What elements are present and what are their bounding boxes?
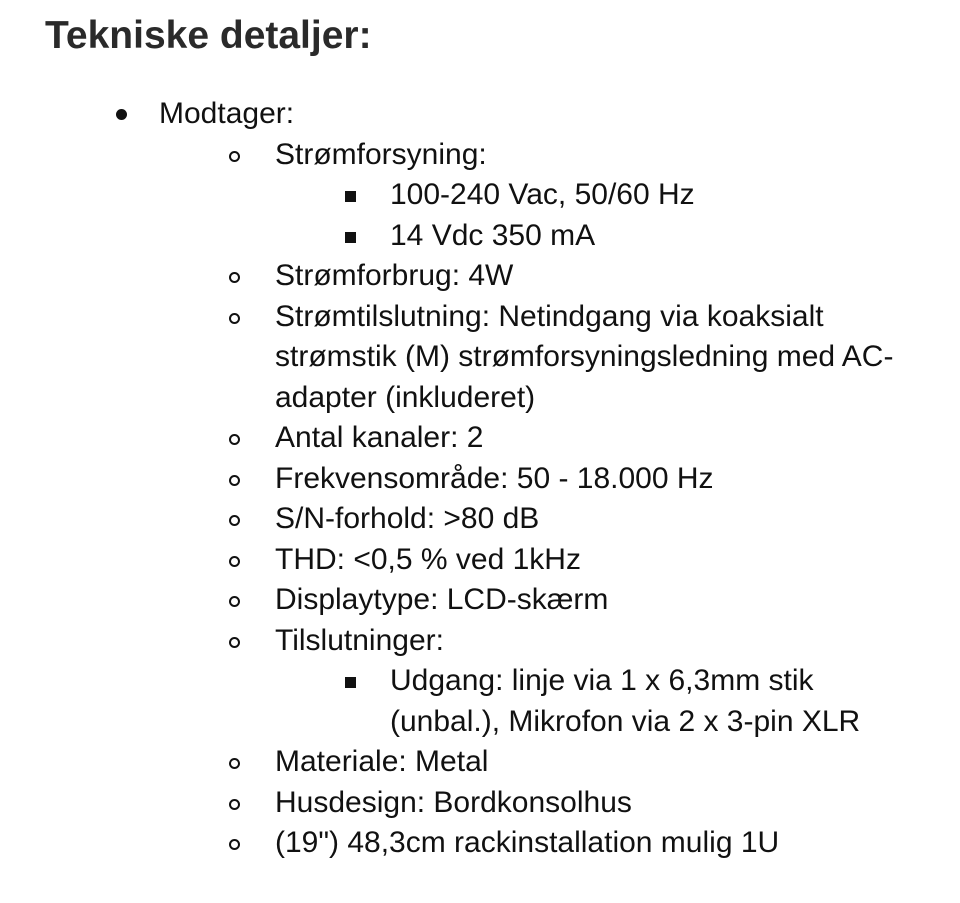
circle-bullet-icon [229,839,240,850]
square-bullet-icon [345,191,356,202]
list-item-connections [0,621,960,743]
list-item-thd [0,540,960,581]
list-item [0,216,960,257]
page-title: Tekniske detaljer: [45,14,372,57]
list-item-power-connection [0,297,960,419]
circle-bullet-icon [229,758,240,769]
disc-bullet-icon [116,109,127,120]
spec-text: Strømforsyning: [275,137,487,171]
spec-text: Strømforbrug: 4W [275,259,514,292]
circle-bullet-icon [229,272,240,283]
list-item-channels [0,418,960,459]
square-bullet-icon [345,677,356,688]
circle-bullet-icon [229,151,240,162]
list-item-display [0,580,960,621]
spec-list [0,94,960,864]
list-item-receiver [0,94,960,864]
list-item [0,661,960,742]
circle-bullet-icon [229,515,240,526]
list-item [0,175,960,216]
circle-bullet-icon [229,799,240,810]
circle-bullet-icon [229,637,240,648]
list-item-rack [0,823,960,864]
circle-bullet-icon [229,475,240,486]
circle-bullet-icon [229,313,240,324]
list-item-material [0,742,960,783]
spec-text: Udgang: linje via 1 x 6,3mm stik (unbal.), Mikrofon via 2 x 3-pin XLR [390,664,861,738]
list-item-sn-ratio [0,499,960,540]
circle-bullet-icon [229,556,240,567]
square-bullet-icon [345,232,356,243]
spec-text: Frekvensområde: 50 - 18.000 Hz [275,461,714,495]
list-item-housing [0,783,960,824]
circle-bullet-icon [229,596,240,607]
receiver-specs [0,135,960,864]
spec-text: Husdesign: Bordkonsolhus [275,785,632,819]
spec-text: Antal kanaler: 2 [275,421,484,454]
spec-text: S/N-forhold: >80 dB [275,502,540,535]
list-item-power-supply [0,135,960,257]
spec-text: Displaytype: LCD-skærm [275,583,609,616]
spec-text: 100-240 Vac, 50/60 Hz [390,178,695,211]
spec-text: 14 Vdc 350 mA [390,218,596,252]
connections-sublist [0,661,960,742]
spec-text: THD: <0,5 % ved 1kHz [275,542,581,576]
list-item-frequency [0,459,960,500]
spec-text: (19") 48,3cm rackinstallation mulig 1U [275,826,780,859]
spec-text: Strømtilslutning: Netindgang via koaksialt strømstik (M) strømforsyningsledning med AC-adapter (inkluderet) [275,299,894,414]
spec-text: Tilslutninger: [275,623,444,657]
spec-text: Materiale: Metal [275,745,489,778]
list-item-power-consumption [0,256,960,297]
circle-bullet-icon [229,434,240,445]
power-supply-sublist [0,175,960,256]
section-label: Modtager: [159,97,295,130]
